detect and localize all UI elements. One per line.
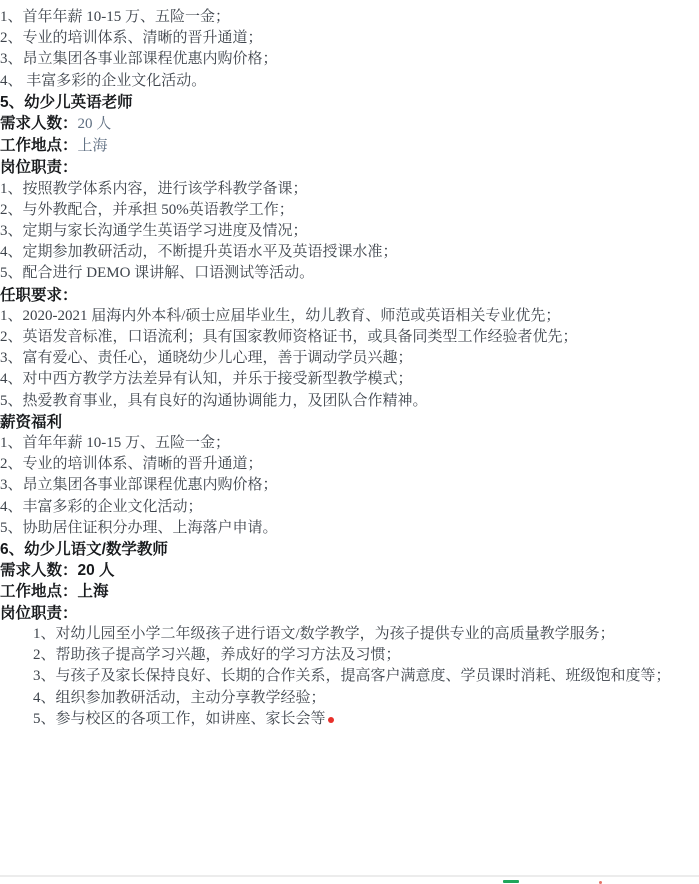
red-period-mark: [328, 717, 334, 723]
position5-benefit-item: 1、首年年薪 10-15 万、五险一金；: [0, 435, 230, 452]
position5-requirement-item: 2、英语发音标准，口语流利；具有国家教师资格证书，或具备同类型工作经验者优先；: [0, 329, 578, 346]
position5-duty-item: 2、与外教配合，并承担 50%英语教学工作；: [0, 201, 294, 218]
position5-duty-item: 3、定期与家长沟通学生英语学习进度及情况；: [0, 223, 308, 240]
position6-duty-item: 2、帮助孩子提高学习兴趣，养成好的学习方法及习惯；: [33, 647, 401, 664]
headcount-value: 20 人: [77, 116, 112, 133]
position5-benefit-item: 2、专业的培训体系、清晰的晋升通道；: [0, 456, 263, 473]
green-indicator-icon: [503, 880, 519, 883]
position5-duty-item: 1、按照教学体系内容，进行该学科教学备课；: [0, 180, 308, 197]
location-label: 工作地点：: [0, 137, 78, 155]
position5-requirements-label: 任职要求：: [0, 286, 78, 304]
position5-requirement-item: 5、热爱教育事业，具有良好的沟通协调能力，及团队合作精神。: [0, 392, 428, 409]
duty-text: 5、参与校区的各项工作，如讲座、家长会等: [33, 710, 326, 727]
position6-duty-item: 3、与孩子及家长保持良好、长期的合作关系，提高客户满意度、学员课时消耗、班级饱和度等；: [33, 668, 671, 685]
bottom-divider: [0, 875, 699, 877]
position6-duty-item: 4、组织参加教研活动，主动分享教学经验；: [33, 689, 326, 706]
intro-benefit-item: 4、 丰富多彩的企业文化活动。: [0, 72, 207, 89]
location-value: 上海: [77, 138, 108, 155]
position6-duties-label: 岗位职责：: [0, 604, 78, 622]
position5-headcount: [0, 113, 699, 135]
position5-requirement-item: 1、2020-2021 届海内外本科/硕士应届毕业生，幼儿教育、师范或英语相关专业优先；: [0, 307, 561, 324]
position5-benefit-item: 5、协助居住证积分办理、上海落户申请。: [0, 519, 278, 536]
intro-benefit-item: 1、首年年薪 10-15 万、五险一金；: [0, 9, 230, 25]
position5-duties-label: 岗位职责：: [0, 159, 78, 177]
position5-benefit-item: 4、丰富多彩的企业文化活动；: [0, 498, 203, 515]
position6-headcount: 需求人数：20 人: [0, 562, 115, 580]
position5-location: [0, 135, 699, 157]
headcount-label: 需求人数：: [0, 115, 78, 133]
intro-benefit-item: 2、专业的培训体系、清晰的晋升通道；: [0, 30, 263, 47]
position6-location: 工作地点：上海: [0, 583, 109, 601]
position5-requirement-item: 4、对中西方教学方法差异有认知，并乐于接受新型教学模式；: [0, 371, 413, 388]
position5-requirement-item: 3、富有爱心、责任心，通晓幼少儿心理，善于调动学员兴趣；: [0, 350, 413, 367]
position5-duty-item: 4、定期参加教研活动，不断提升英语水平及英语授课水准；: [0, 244, 398, 261]
position5-duty-item: 5、配合进行 DEMO 课讲解、口语测试等活动。: [0, 265, 315, 282]
position5-benefit-item: 3、昂立集团各事业部课程优惠内购价格；: [0, 477, 278, 494]
position6-duty-item-last: [0, 709, 699, 730]
position6-duty-item: 1、对幼儿园至小学二年级孩子进行语文/数学教学，为孩子提供专业的高质量教学服务；: [33, 625, 615, 642]
position5-title: 5、幼少儿英语老师: [0, 93, 133, 111]
position6-title: 6、幼少儿语文/数学教师: [0, 541, 168, 559]
intro-benefit-item: 3、昂立集团各事业部课程优惠内购价格；: [0, 51, 278, 68]
position5-benefits-label: 薪资福利: [0, 413, 63, 431]
